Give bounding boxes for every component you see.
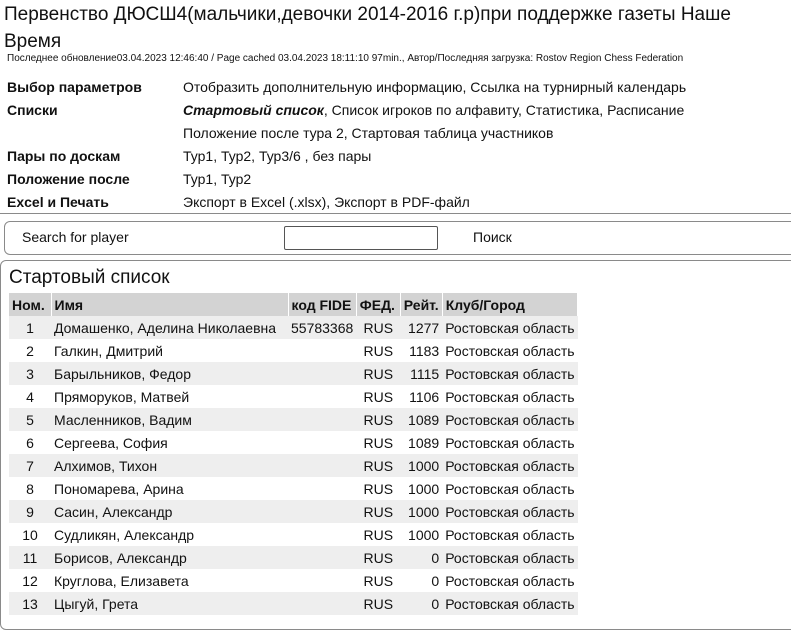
- player-number: 4: [9, 385, 51, 408]
- table-row: [9, 431, 578, 454]
- player-club: Ростовская область: [442, 339, 577, 362]
- player-federation: RUS: [356, 569, 400, 592]
- player-fide-id: [288, 431, 356, 454]
- table-row: [9, 523, 578, 546]
- player-federation: RUS: [356, 454, 400, 477]
- player-fide-id: [288, 454, 356, 477]
- options-value-lists: Стартовый список, Список игроков по алфавиту, Статистика, Расписание: [183, 102, 685, 118]
- player-club: Ростовская область: [442, 385, 577, 408]
- player-number: 7: [9, 454, 51, 477]
- options-label-export: Excel и Печать: [7, 194, 109, 210]
- player-name[interactable]: Пряморуков, Матвей: [51, 385, 288, 408]
- player-federation: RUS: [356, 385, 400, 408]
- column-header-name[interactable]: Имя: [51, 293, 288, 316]
- standings-round-2-link[interactable]: Тур2: [220, 171, 252, 187]
- player-number: 10: [9, 523, 51, 546]
- player-fide-id: [288, 569, 356, 592]
- player-federation: RUS: [356, 408, 400, 431]
- statistics-link[interactable]: Статистика: [525, 102, 600, 118]
- player-rating: 1183: [400, 339, 442, 362]
- player-federation: RUS: [356, 546, 400, 569]
- options-value-pairings: Тур1, Тур2, Тур3/6 , без пары: [183, 148, 372, 164]
- search-button[interactable]: Поиск: [473, 229, 512, 245]
- player-federation: RUS: [356, 477, 400, 500]
- show-extra-info-link[interactable]: Отобразить дополнительную информацию: [183, 79, 463, 95]
- column-header-club[interactable]: Клуб/Город: [442, 293, 577, 316]
- starting-list-panel: [0, 260, 791, 630]
- player-fide-id: [288, 408, 356, 431]
- player-federation: RUS: [356, 316, 400, 339]
- player-club: Ростовская область: [442, 592, 577, 615]
- player-rating: 1089: [400, 408, 442, 431]
- player-club: Ростовская область: [442, 500, 577, 523]
- player-name[interactable]: Круглова, Елизавета: [51, 569, 288, 592]
- player-number: 5: [9, 408, 51, 431]
- alphabetical-list-link[interactable]: Список игроков по алфавиту: [331, 102, 518, 118]
- column-header-federation[interactable]: ФЕД.: [356, 293, 400, 316]
- table-row: [9, 362, 578, 385]
- player-club: Ростовская область: [442, 546, 577, 569]
- player-fide-id: 55783368: [288, 316, 356, 339]
- player-fide-id: [288, 523, 356, 546]
- player-rating: 0: [400, 569, 442, 592]
- options-label-pairings: Пары по доскам: [7, 148, 121, 164]
- pairing-round-3-6-link[interactable]: Тур3/6: [258, 148, 301, 164]
- player-federation: RUS: [356, 431, 400, 454]
- options-label-standings: Положение после: [7, 171, 130, 187]
- tournament-calendar-link[interactable]: Ссылка на турнирный календарь: [470, 79, 687, 95]
- player-rating: 1106: [400, 385, 442, 408]
- pairing-round-2-link[interactable]: Тур2: [220, 148, 252, 164]
- player-number: 9: [9, 500, 51, 523]
- table-row: [9, 339, 578, 362]
- player-fide-id: [288, 500, 356, 523]
- player-fide-id: [288, 546, 356, 569]
- column-header-fide-id[interactable]: код FIDE: [288, 293, 356, 316]
- export-pdf-link[interactable]: Экспорт в PDF-файл: [334, 194, 470, 210]
- player-club: Ростовская область: [442, 569, 577, 592]
- player-rating: 0: [400, 592, 442, 615]
- player-federation: RUS: [356, 362, 400, 385]
- options-value-export: Экспорт в Excel (.xlsx), Экспорт в PDF-файл: [183, 194, 470, 210]
- page-title: Первенство ДЮСШ4(мальчики,девочки 2014-2016 г.р)при поддержке газеты Наше Время: [4, 4, 731, 52]
- player-club: Ростовская область: [442, 408, 577, 431]
- player-rating: 1000: [400, 477, 442, 500]
- player-rating: 1089: [400, 431, 442, 454]
- player-number: 3: [9, 362, 51, 385]
- player-name[interactable]: Масленников, Вадим: [51, 408, 288, 431]
- player-club: Ростовская область: [442, 523, 577, 546]
- player-name[interactable]: Сасин, Александр: [51, 500, 288, 523]
- player-name[interactable]: Галкин, Дмитрий: [51, 339, 288, 362]
- table-row: [9, 477, 578, 500]
- player-search-input[interactable]: [284, 226, 438, 250]
- player-number: 8: [9, 477, 51, 500]
- starting-rank-crosstable-link[interactable]: Стартовая таблица участников: [351, 125, 554, 141]
- player-fide-id: [288, 385, 356, 408]
- options-value-standings: Тур1, Тур2: [183, 171, 252, 187]
- export-excel-link[interactable]: Экспорт в Excel (.xlsx): [183, 194, 327, 210]
- table-row: [9, 408, 578, 431]
- player-rating: 1000: [400, 523, 442, 546]
- update-info: Последнее обновление03.04.2023 12:46:40 / Page cached 03.04.2023 18:11:10 97min., Автор/Последняя загрузка: Rostov Region Chess Federation: [7, 53, 684, 64]
- player-fide-id: [288, 362, 356, 385]
- player-rating: 0: [400, 546, 442, 569]
- header-panel: [0, 0, 791, 214]
- player-rating: 1115: [400, 362, 442, 385]
- player-club: Ростовская область: [442, 477, 577, 500]
- column-header-rating[interactable]: Рейт.: [400, 293, 442, 316]
- player-rating: 1000: [400, 454, 442, 477]
- player-number: 1: [9, 316, 51, 339]
- schedule-link[interactable]: Расписание: [607, 102, 685, 118]
- player-name[interactable]: Алхимов, Тихон: [51, 454, 288, 477]
- player-number: 6: [9, 431, 51, 454]
- player-name[interactable]: Сергеева, София: [51, 431, 288, 454]
- player-number: 11: [9, 546, 51, 569]
- player-club: Ростовская область: [442, 431, 577, 454]
- options-label-params: Выбор параметров: [7, 79, 142, 95]
- player-fide-id: [288, 477, 356, 500]
- search-label: Search for player: [22, 229, 129, 245]
- table-row: [9, 316, 578, 339]
- options-value-lists-2: Положение после тура 2, Стартовая таблица участников: [183, 125, 554, 141]
- standings-round-1-link[interactable]: Тур1: [183, 171, 214, 187]
- search-panel: [4, 221, 791, 255]
- players-table-body: [9, 316, 578, 615]
- options-label-lists: Списки: [7, 102, 58, 118]
- player-rating: 1000: [400, 500, 442, 523]
- table-row: [9, 546, 578, 569]
- player-club: Ростовская область: [442, 454, 577, 477]
- players-table-header: [9, 293, 578, 316]
- options-value-params: Отобразить дополнительную информацию, Ссылка на турнирный календарь: [183, 79, 687, 95]
- table-row: [9, 454, 578, 477]
- player-number: 13: [9, 592, 51, 615]
- player-name[interactable]: Пономарева, Арина: [51, 477, 288, 500]
- starting-list-current: Стартовый список: [183, 102, 324, 118]
- player-rating: 1277: [400, 316, 442, 339]
- column-header-no[interactable]: Ном.: [9, 293, 51, 316]
- player-federation: RUS: [356, 523, 400, 546]
- starting-list-title: Стартовый список: [9, 267, 170, 288]
- player-club: Ростовская область: [442, 362, 577, 385]
- player-federation: RUS: [356, 339, 400, 362]
- player-name[interactable]: Домашенко, Аделина Николаевна: [51, 316, 288, 339]
- player-name[interactable]: Барыльников, Федор: [51, 362, 288, 385]
- player-number: 12: [9, 569, 51, 592]
- no-pairing-link[interactable]: без пары: [312, 148, 372, 164]
- player-number: 2: [9, 339, 51, 362]
- players-table: [9, 293, 578, 615]
- player-federation: RUS: [356, 500, 400, 523]
- player-name[interactable]: Судликян, Александр: [51, 523, 288, 546]
- player-name[interactable]: Борисов, Александр: [51, 546, 288, 569]
- player-fide-id: [288, 592, 356, 615]
- table-row: [9, 569, 578, 592]
- table-row: [9, 592, 578, 615]
- standings-after-round-link[interactable]: Положение после тура 2: [183, 125, 344, 141]
- table-row: [9, 500, 578, 523]
- player-federation: RUS: [356, 592, 400, 615]
- pairing-round-1-link[interactable]: Тур1: [183, 148, 214, 164]
- table-row: [9, 385, 578, 408]
- player-fide-id: [288, 339, 356, 362]
- player-name[interactable]: Цыгуй, Грета: [51, 592, 288, 615]
- player-club: Ростовская область: [442, 316, 577, 339]
